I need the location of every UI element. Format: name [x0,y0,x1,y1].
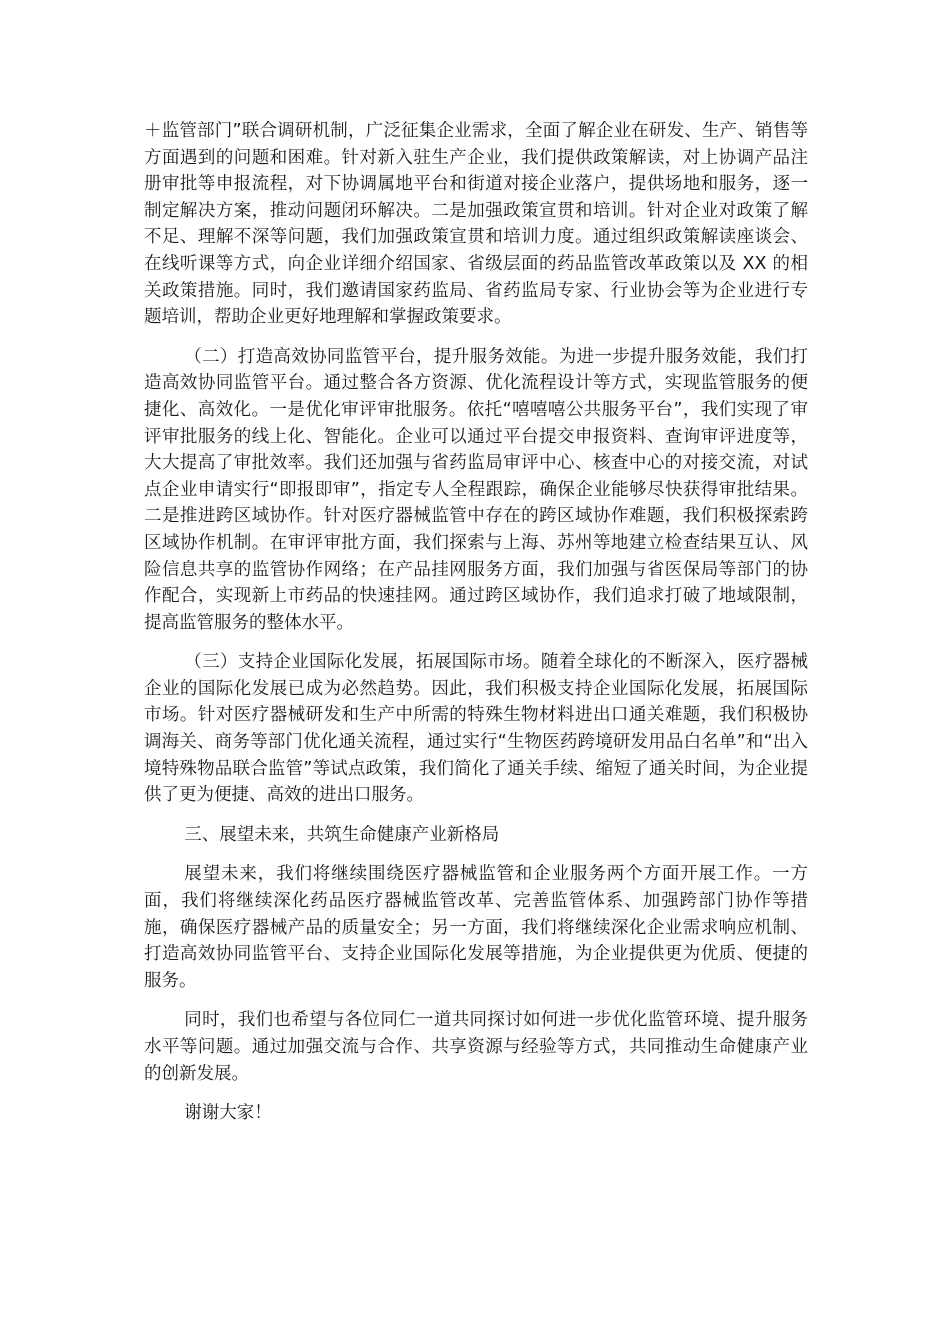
paragraph-section-three: （三）支持企业国际化发展，拓展国际市场。随着全球化的不断深入，医疗器械企业的国际化发展已成为必然趋势。因此，我们积极支持企业国际化发展，拓展国际市场。针对医疗器械研发和生产中所需的特殊生物材料进出口通关难题，我们积极协调海关、商务等部门优化通关流程，通过实行“生物医药跨境研发用品白名单”和“出入境特殊物品联合监管”等试点政策，我们简化了通关手续、缩短了通关时间，为企业提供了更为便捷、高效的进出口服务。 [144,652,808,806]
paragraph-cooperation: 同时，我们也希望与各位同仁一道共同探讨如何进一步优化监管环境、提升服务水平等问题。通过加强交流与合作、共享资源与经验等方式，共同推动生命健康产业的创新发展。 [144,1010,808,1084]
paragraph-section-two: （二）打造高效协同监管平台，提升服务效能。为进一步提升服务效能，我们打造高效协同监管平台。通过整合各方资源、优化流程设计等方式，实现监管服务的便捷化、高效化。一是优化审评审批服务。依托“嘻嘻嘻公共服务平台”，我们实现了审评审批服务的线上化、智能化。企业可以通过平台提交申报资料、查询审评进度等，大大提高了审批效率。我们还加强与省药监局审评中心、核查中心的对接交流，对试点企业申请实行“即报即审”，指定专人全程跟踪，确保企业能够尽快获得审批结果。二是推进跨区域协作。针对医疗器械监管中存在的跨区域协作难题，我们积极探索跨区域协作机制。在审评审批方面，我们探索与上海、苏州等地建立检查结果互认、风险信息共享的监管协作网络；在产品挂网服务方面，我们加强与省医保局等部门的协作配合，实现新上市药品的快速挂网。通过跨区域协作，我们追求打破了地域限制，提高监管服务的整体水平。 [144,346,808,633]
paragraph-continuation: ＋监管部门”联合调研机制，广泛征集企业需求，全面了解企业在研发、生产、销售等方面遇到的问题和困难。针对新入驻生产企业，我们提供政策解读，对上协调产品注册审批等申报流程，对下协调属地平台和街道对接企业落户，提供场地和服务，逐一制定解决方案，推动问题闭环解决。二是加强政策宣贯和培训。针对企业对政策了解不足、理解不深等问题，我们加强政策宣贯和培训力度。通过组织政策解读座谈会、在线听课等方式，向企业详细介绍国家、省级层面的药品监管改革政策以及 XX 的相关政策措施。同时，我们邀请国家药监局、省药监局专家、行业协会等为企业进行专题培训，帮助企业更好地理解和掌握政策要求。 [144,121,808,328]
section-heading: 三、展望未来，共筑生命健康产业新格局 [184,824,500,845]
document-body [144,118,808,1140]
paragraph-outlook: 展望未来，我们将继续围绕医疗器械监管和企业服务两个方面开展工作。一方面，我们将继续深化药品医疗器械监管改革、完善监管体系、加强跨部门协作等措施，确保医疗器械产品的质量安全；另一方面，我们将继续深化企业需求响应机制、打造高效协同监管平台、支持企业国际化发展等措施，为企业提供更为优质、便捷的服务。 [144,864,808,991]
paragraph-thanks: 谢谢大家！ [184,1103,272,1124]
